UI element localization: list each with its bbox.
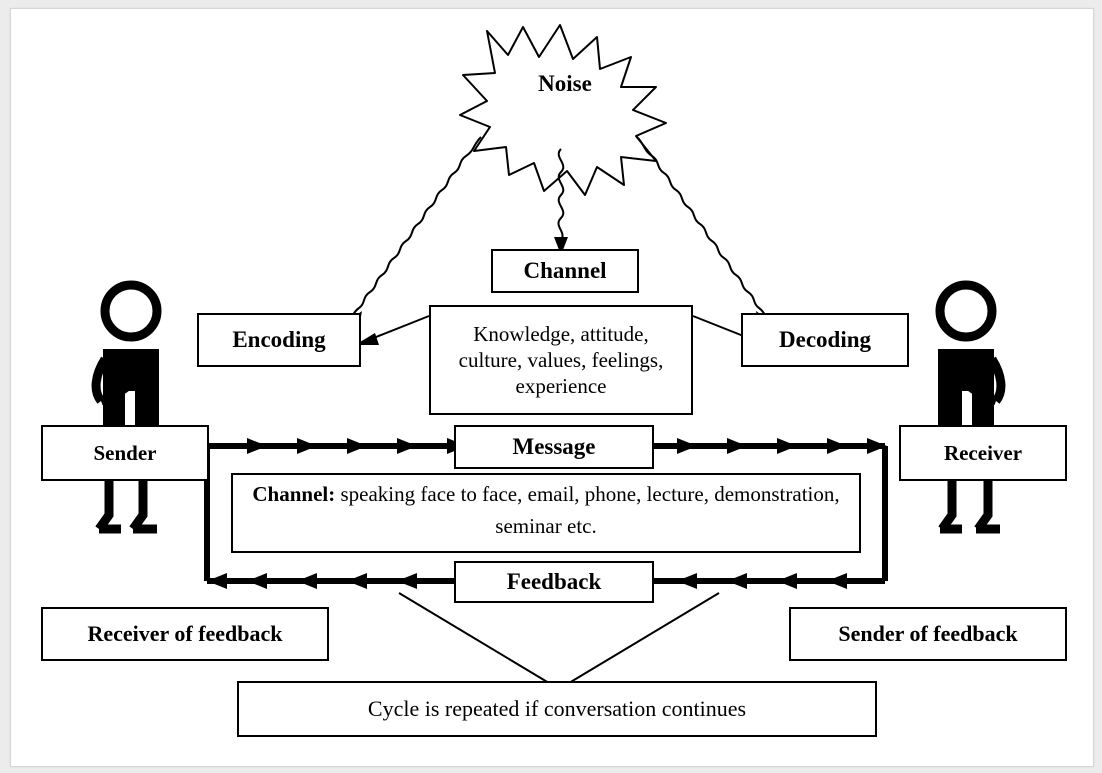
- attributes-box: Knowledge, attitude, culture, values, feelings, experience: [429, 305, 693, 415]
- message-box: Message: [454, 425, 654, 469]
- channel-detail-label: Channel:: [252, 482, 336, 506]
- channel-detail-text: speaking face to face, email, phone, lecture, demonstration, seminar etc.: [335, 482, 840, 538]
- decoding-box: Decoding: [741, 313, 909, 367]
- sender-box: Sender: [41, 425, 209, 481]
- noise-to-encoding-arrow: [347, 137, 481, 328]
- sender-of-feedback-box: Sender of feedback: [789, 607, 1067, 661]
- noise-label: Noise: [538, 71, 592, 96]
- noise-to-decoding-arrow: [637, 137, 771, 328]
- channel-top-box: Channel: [491, 249, 639, 293]
- receiver-box: Receiver: [899, 425, 1067, 481]
- feedback-box: Feedback: [454, 561, 654, 603]
- diagram-sheet: [10, 8, 1094, 767]
- attributes-to-encoding-connector: [355, 316, 429, 345]
- cycle-connector-lines: [399, 593, 719, 689]
- channel-detail-box: [231, 473, 861, 553]
- cycle-note-box: Cycle is repeated if conversation continues: [237, 681, 877, 737]
- receiver-of-feedback-box: Receiver of feedback: [41, 607, 329, 661]
- encoding-box: Encoding: [197, 313, 361, 367]
